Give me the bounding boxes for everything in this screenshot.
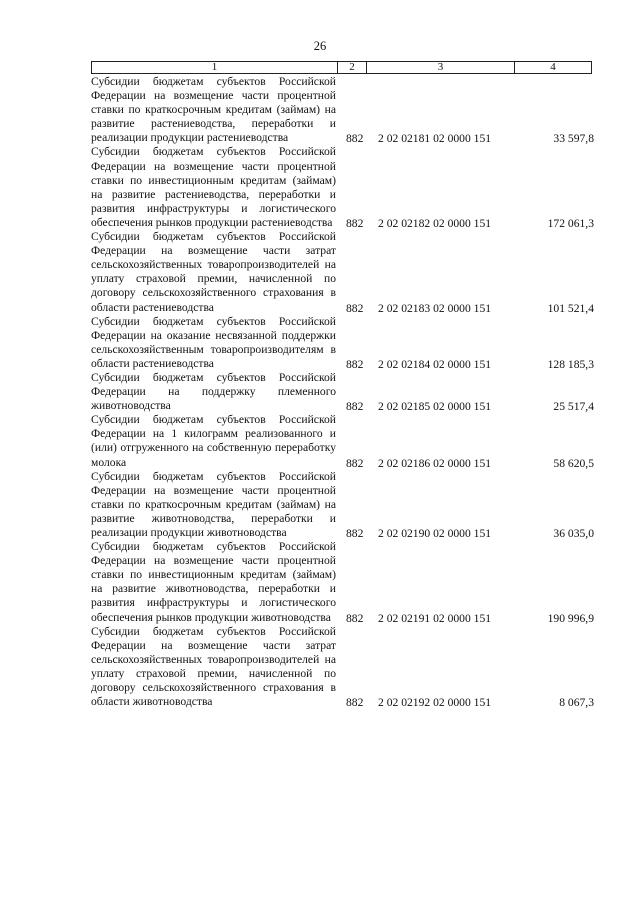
table-row [91,470,596,540]
row-amount: 58 620,5 [553,456,594,470]
page-number: 26 [313,39,327,53]
row-description: Субсидии бюджетам субъектов Российской Федерации на возмещение части процентной ставки по краткосрочным кредитам (займам) на развитие животноводства, переработки и реализации продукции животноводства [91,469,336,539]
table-row [91,371,596,413]
row-admin-code: 882 [346,357,364,371]
row-admin-code: 882 [346,400,364,414]
row-amount: 101 521,4 [547,301,594,315]
row-admin-code: 882 [346,132,364,146]
column-header-2: 2 [338,62,367,74]
row-description: Субсидии бюджетам субъектов Российской Федерации на 1 килограмм реализованного и (или) отгруженного на собственную переработку молока [91,413,336,469]
row-budget-code: 2 02 02182 02 0000 151 [378,217,492,231]
table-row [91,413,596,469]
row-amount: 172 061,3 [547,217,594,231]
row-amount: 36 035,0 [553,527,594,541]
row-budget-code: 2 02 02186 02 0000 151 [378,456,492,470]
row-budget-code: 2 02 02190 02 0000 151 [378,527,492,541]
table-row [91,540,596,625]
table-row [91,315,596,371]
row-admin-code: 882 [346,696,364,710]
row-budget-code: 2 02 02184 02 0000 151 [378,357,492,371]
column-header-row [92,62,592,74]
row-amount: 128 185,3 [547,357,594,371]
row-budget-code: 2 02 02192 02 0000 151 [378,696,492,710]
row-description: Субсидии бюджетам субъектов Российской Федерации на возмещение части процентной ставки по инвестиционным кредитам (займам) на развитие животноводства, переработки и развития инфраструктуры и логистического обеспечения рынков продукции животноводства [91,540,336,624]
row-admin-code: 882 [346,301,364,315]
row-amount: 190 996,9 [547,611,594,625]
row-description: Субсидии бюджетам субъектов Российской Федерации на оказание несвязанной поддержки сельскохозяйственным товаропроизводителям в области растениеводства [91,314,336,370]
row-description: Субсидии бюджетам субъектов Российской Федерации на возмещение части процентной ставки по инвестиционным кредитам (займам) на развитие растениеводства, переработки и развития инфраструктуры и логистического обеспечения рынков продукции растениеводства [91,145,336,229]
row-amount: 33 597,8 [553,132,594,146]
column-header-3: 3 [367,62,515,74]
row-amount: 25 517,4 [553,400,594,414]
column-header-table [91,61,592,74]
table-row [91,75,596,145]
table-row [91,145,596,230]
subsidy-rows [91,75,596,709]
row-description: Субсидии бюджетам субъектов Российской Федерации на поддержку племенного животноводства [91,370,336,413]
row-description: Субсидии бюджетам субъектов Российской Федерации на возмещение части затрат сельскохозяйственных товаропроизводителей на уплату страховой премии, начисленной по договору сельскохозяйственного страхования в области растениеводства [91,230,336,314]
row-admin-code: 882 [346,527,364,541]
row-budget-code: 2 02 02181 02 0000 151 [378,132,492,146]
row-budget-code: 2 02 02191 02 0000 151 [378,611,492,625]
row-budget-code: 2 02 02185 02 0000 151 [378,400,492,414]
row-amount: 8 067,3 [559,696,594,710]
column-header-4: 4 [515,62,592,74]
table-row [91,230,596,315]
row-description: Субсидии бюджетам субъектов Российской Федерации на возмещение части затрат сельскохозяйственных товаропроизводителей на уплату страховой премии, начисленной по договору сельскохозяйственного страхования в области животноводства [91,624,336,709]
row-admin-code: 882 [346,456,364,470]
row-budget-code: 2 02 02183 02 0000 151 [378,301,492,315]
row-admin-code: 882 [346,217,364,231]
row-admin-code: 882 [346,611,364,625]
row-description: Субсидии бюджетам субъектов Российской Федерации на возмещение части процентной ставки по краткосрочным кредитам (займам) на развитие растениеводства, переработки и реализации продукции растениеводства [91,75,336,145]
column-header-1: 1 [92,62,338,74]
table-row [91,625,596,710]
